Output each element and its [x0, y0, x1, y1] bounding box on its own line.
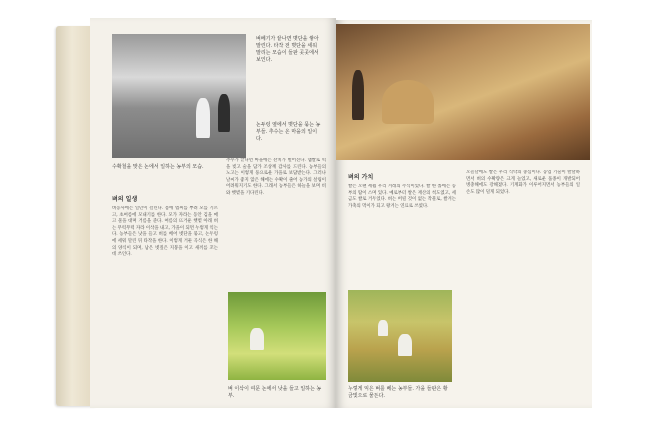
section-title: 벼의 가치: [348, 174, 374, 181]
open-book: [56, 18, 592, 408]
photo-caption: 수확철을 맞은 논에서 일하는 농부의 모습.: [112, 164, 204, 170]
body-text-col2: 추수가 끝나면 마을에는 잔치가 벌어진다. 햅쌀로 떡을 빚고 술을 담가 조상께 감사를 드린다. 농부들의 노고는 이렇게 풍요로운 가을로 보답받는다. 그러나 날씨가 좋지 않은 해에는 수확이 줄어 농가의 살림이 어려워지기도 한다. 그래서 농부들은 하늘을 보며 비와 햇볕을 기다린다.: [226, 158, 326, 196]
farmer-figure: [352, 70, 364, 120]
farmer-figure: [218, 94, 230, 132]
body-text-col2: 오늘날에도 쌀은 우리 식탁의 중심이다. 농업 기술이 발달하면서 벼의 수확량은 크게 늘었고, 새로운 품종이 개발되어 병충해에도 강해졌다. 기계화가 이루어지면서 농부들의 일손도 많이 덜게 되었다.: [466, 170, 580, 195]
top-bw-photo: [112, 34, 246, 158]
farmer-figure: [250, 328, 264, 350]
body-text-col1: 쌀은 오랜 세월 우리 겨레의 주식이었다. 쌀 한 톨에는 농부의 땀이 스며 있다. 예로부터 쌀은 재산의 척도였고, 세금도 쌀로 거두었다. 벼는 버릴 것이 없는 작물로, 쌀겨는 가축의 먹이가 되고 왕겨는 연료로 쓰였다.: [348, 184, 456, 209]
haystack: [382, 80, 434, 124]
paddy-photo: [348, 290, 452, 382]
section-title: 벼의 일생: [112, 196, 138, 203]
body-text-col1: 벼농사에는 일년이 걸린다. 봄에 볍씨를 뿌려 모를 기르고, 초여름에 모내기를 한다. 모가 자라는 동안 김을 매고 물을 대며 거름을 준다. 여름의 뜨거운 햇볕 아래 벼는 무럭무럭 자라 이삭을 내고, 가을이 되면 누렇게 익는다. 농부들은 낫을 들고 벼를 베어 볏단을 묶고, 논두렁에 세워 말린 뒤 타작을 한다. 이렇게 거둔 곡식은 한 해의 양식이 되며, 남은 볏짚은 지붕을 이고 새끼를 꼬는 데 쓰인다.: [112, 206, 218, 258]
paddy-photo-caption: 누렇게 익은 벼를 베는 농부들. 가을 들판은 황금빛으로 물든다.: [348, 386, 448, 399]
field-photo-caption: 벼 이삭이 여문 논에서 낫을 들고 일하는 농부.: [228, 386, 322, 399]
side-caption: 논두렁 옆에서 볏단을 묶는 농부들. 추수는 온 마을의 일이다.: [256, 122, 321, 142]
farmer-figure: [398, 334, 412, 356]
farmer-figure: [196, 98, 210, 138]
top-photo-caption: 벼베기가 끝나면 볏단을 쌓아 말린다. 타작 전 볏단을 세워 말리는 모습이 들판 곳곳에서 보인다.: [256, 36, 319, 63]
field-photo: [228, 292, 326, 380]
harvest-photo: [336, 24, 590, 160]
farmer-figure: [378, 320, 388, 336]
right-page: [336, 20, 592, 408]
left-page: [90, 18, 336, 408]
